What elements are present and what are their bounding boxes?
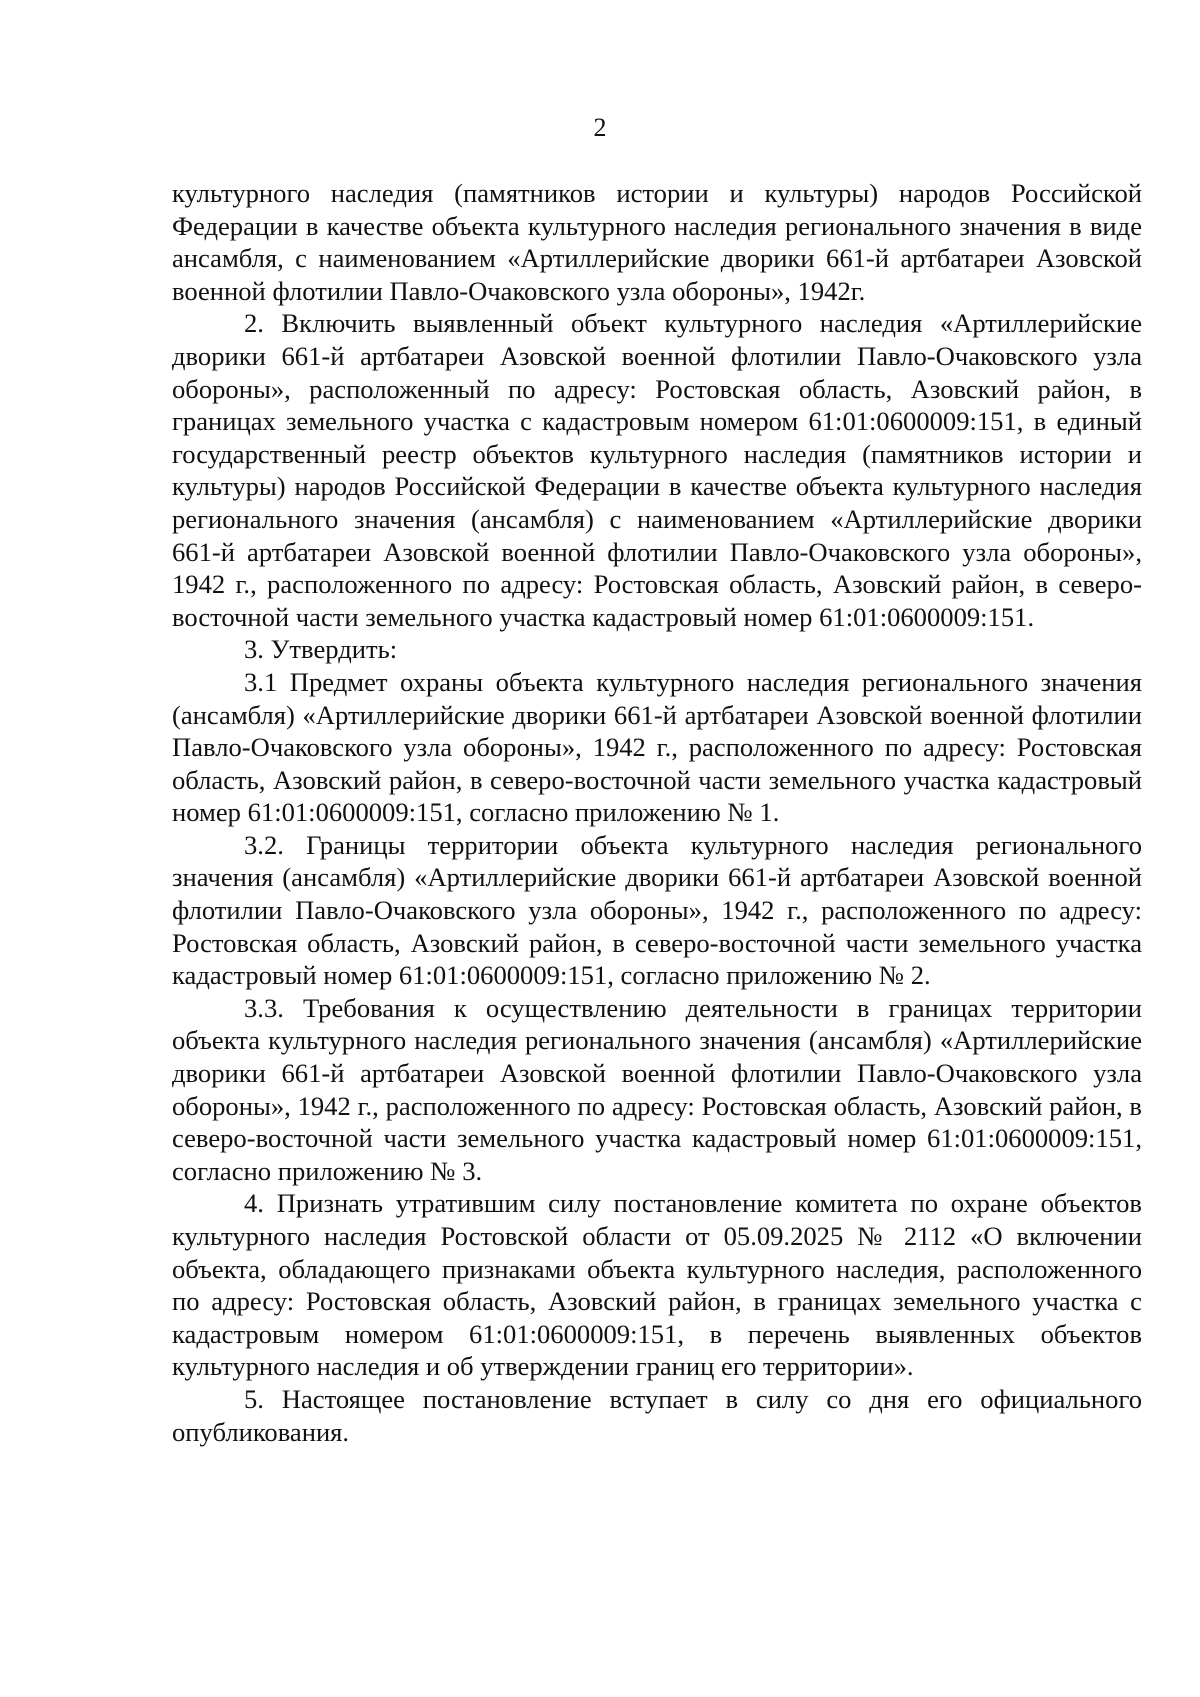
- paragraph-item-5: 5. Настоящее постановление вступает в силу со дня его официального опубликования.: [172, 1383, 1142, 1447]
- paragraph-item-2: 2. Включить выявленный объект культурного наследия «Артиллерийские дворики 661-й артбатареи Азовской военной флотилии Павло-Очаковского узла обороны», расположенный по адресу: Ростовская область, Азовский район, в границах земельного участка с кадастровым номером 61:01:0600009:151, в единый государственный реестр объектов культурного наследия (памятников истории и культуры) народов Российской Федерации в качестве объекта культурного наследия регионального значения (ансамбля) с наименованием «Артиллерийские дворики 661-й артбатареи Азовской военной флотилии Павло-Очаковского узла обороны», 1942 г., расположенного по адресу: Ростовская область, Азовский район, в северо-восточной части земельного участка кадастровый номер 61:01:0600009:151.: [172, 308, 1142, 632]
- paragraph-continuation: культурного наследия (памятников истории и культуры) народов Российской Федерации в качестве объекта культурного наследия регионального значения в виде ансамбля, с наименованием «Артиллерийские дворики 661-й артбатареи Азовской военной флотилии Павло-Очаковского узла обороны», 1942г.: [172, 178, 1142, 306]
- paragraph-item-3-2: 3.2. Границы территории объекта культурного наследия регионального значения (ансамбля) «Артиллерийские дворики 661-й артбатареи Азовской военной флотилии Павло-Очаковского узла обороны», 1942 г., расположенного по адресу: Ростовская область, Азовский район, в северо-восточной части земельного участка кадастровый номер 61:01:0600009:151, согласно приложению № 2.: [172, 829, 1142, 991]
- page-number: 2: [593, 113, 607, 142]
- document-body: [172, 177, 1142, 1448]
- paragraph-item-3-3: 3.3. Требования к осуществлению деятельности в границах территории объекта культурного наследия регионального значения (ансамбля) «Артиллерийские дворики 661-й артбатареи Азовской военной флотилии Павло-Очаковского узла обороны», 1942 г., расположенного по адресу: Ростовская область, Азовский район, в северо-восточной части земельного участка кадастровый номер 61:01:0600009:151, согласно приложению № 3.: [172, 992, 1142, 1186]
- paragraph-item-3-1: 3.1 Предмет охраны объекта культурного наследия регионального значения (ансамбля) «Артиллерийские дворики 661-й артбатареи Азовской военной флотилии Павло-Очаковского узла обороны», 1942 г., расположенного по адресу: Ростовская область, Азовский район, в северо-восточной части земельного участка кадастровый номер 61:01:0600009:151, согласно приложению № 1.: [172, 666, 1142, 828]
- paragraph-item-4: 4. Признать утратившим силу постановление комитета по охране объектов культурного наследия Ростовской области от 05.09.2025 № 2112 «О включении объекта, обладающего признаками объекта культурного наследия, расположенного по адресу: Ростовская область, Азовский район, в границах земельного участка с кадастровым номером 61:01:0600009:151, в перечень выявленных объектов культурного наследия и об утверждении границ его территории».: [172, 1188, 1142, 1382]
- paragraph-item-3: 3. Утвердить:: [244, 634, 398, 665]
